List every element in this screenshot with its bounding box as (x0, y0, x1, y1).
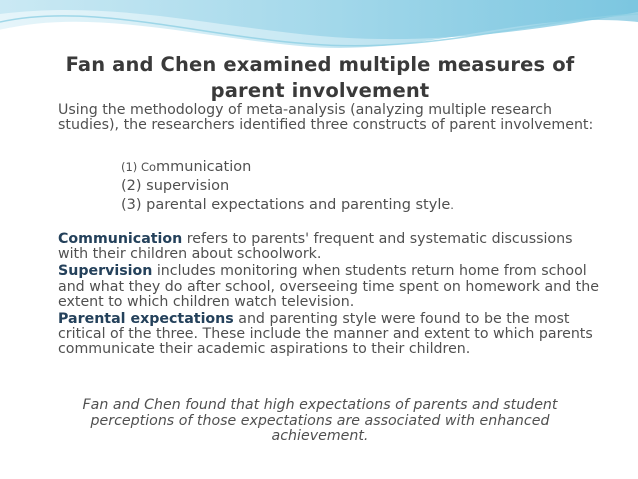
definition-supervision (58, 264, 606, 310)
slide-title: Fan and Chen examined multiple measures of parent involvement (65, 53, 575, 102)
definitions (58, 232, 606, 360)
definition-communication-text: refers to parents' frequent and systematic discussions with their children about schoolwork. (58, 231, 573, 263)
construct-item-expectations (121, 196, 601, 215)
construct-item-supervision: (2) supervision (121, 178, 230, 194)
definition-supervision-text: includes monitoring when students return home from school and what they do after school, overseeing time spent on homework and the extent to which children watch television. (58, 263, 599, 310)
term-supervision: Supervision (58, 263, 153, 280)
conclusion-paragraph: Fan and Chen found that high expectations of parents and student perceptions of those expectations are associated with enhanced achievement. (82, 397, 558, 444)
construct-item-communication (121, 158, 601, 177)
definition-parental-expectations-text: and parenting style were found to be the most critical of the three. These include the manner and extent to which parents communicate their academic aspirations to their children. (58, 311, 593, 358)
construct-1-prefix: (1) Co (121, 160, 157, 174)
definition-parental-expectations (58, 312, 606, 358)
construct-3-text: (3) parental expectations and parenting style (121, 197, 451, 213)
constructs-list (121, 158, 601, 215)
definition-communication (58, 232, 606, 262)
term-communication: Communication (58, 231, 183, 247)
intro-paragraph: Using the methodology of meta-analysis (analyzing multiple research studies), the researchers identified three constructs of parent involvement: (58, 102, 594, 134)
construct-3-period: . (450, 198, 454, 212)
term-parental-expectations: Parental expectations (58, 311, 234, 328)
construct-1-text: mmunication (156, 159, 252, 175)
